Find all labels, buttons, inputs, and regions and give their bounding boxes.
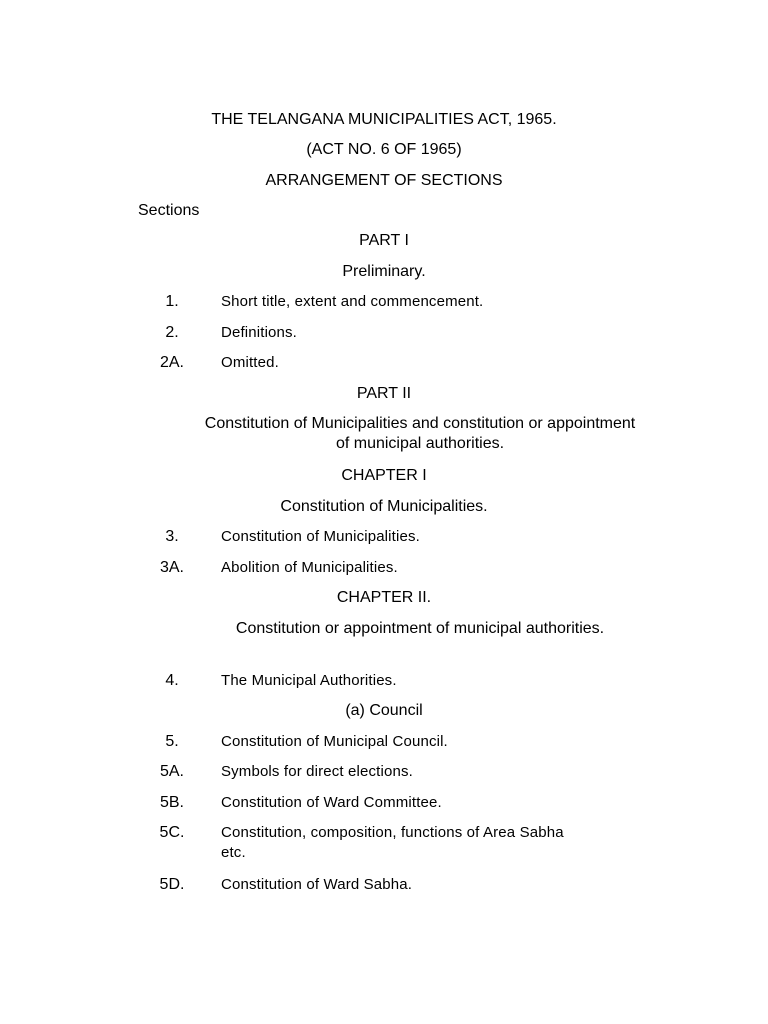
part-2-subheading: Constitution of Municipalities and constitution or appointment of municipal authorities. <box>204 415 636 452</box>
section-title: Constitution, composition, functions of Area Sabha etc. <box>221 824 564 861</box>
section-title: Abolition of Municipalities. <box>221 559 398 576</box>
section-title: Definitions. <box>221 324 298 341</box>
council-heading: (a) Council <box>345 702 423 719</box>
section-number: 5. <box>165 733 179 750</box>
section-number: 5D. <box>159 876 185 893</box>
act-title: THE TELANGANA MUNICIPALITIES ACT, 1965. <box>211 111 557 128</box>
section-number: 5A. <box>159 763 184 780</box>
section-title: The Municipal Authorities. <box>221 672 397 689</box>
chapter-2-heading: CHAPTER II. <box>336 589 432 606</box>
section-number: 3A. <box>159 559 184 576</box>
part-1-subheading: Preliminary. <box>342 263 426 280</box>
section-number: 3. <box>165 528 179 545</box>
act-number: (ACT NO. 6 OF 1965) <box>306 141 462 158</box>
section-item <box>0 875 768 915</box>
section-title: Constitution of Municipalities. <box>221 528 420 545</box>
section-title: Constitution of Municipal Council. <box>221 733 448 750</box>
section-title: Symbols for direct elections. <box>221 763 413 780</box>
section-title: Constitution of Ward Committee. <box>221 794 442 811</box>
section-number: 5B. <box>159 794 184 811</box>
part-1-heading: PART I <box>359 232 409 249</box>
chapter-2-subheading: Constitution or appointment of municipal authorities. <box>235 620 605 637</box>
section-number: 2. <box>165 324 179 341</box>
section-title: Constitution of Ward Sabha. <box>221 876 413 893</box>
section-number: 4. <box>165 672 179 689</box>
chapter-1-subheading: Constitution of Municipalities. <box>280 498 488 515</box>
section-number: 2A. <box>159 354 184 371</box>
section-item <box>0 823 768 873</box>
sections-label: Sections <box>138 202 200 219</box>
section-number: 1. <box>165 293 179 310</box>
section-title: Short title, extent and commencement. <box>221 293 484 310</box>
arrangement-heading: ARRANGEMENT OF SECTIONS <box>265 172 503 189</box>
section-title: Omitted. <box>221 354 279 371</box>
section-number: 5C. <box>159 824 185 841</box>
chapter-1-heading: CHAPTER I <box>341 467 427 484</box>
part-2-heading: PART II <box>356 385 412 402</box>
